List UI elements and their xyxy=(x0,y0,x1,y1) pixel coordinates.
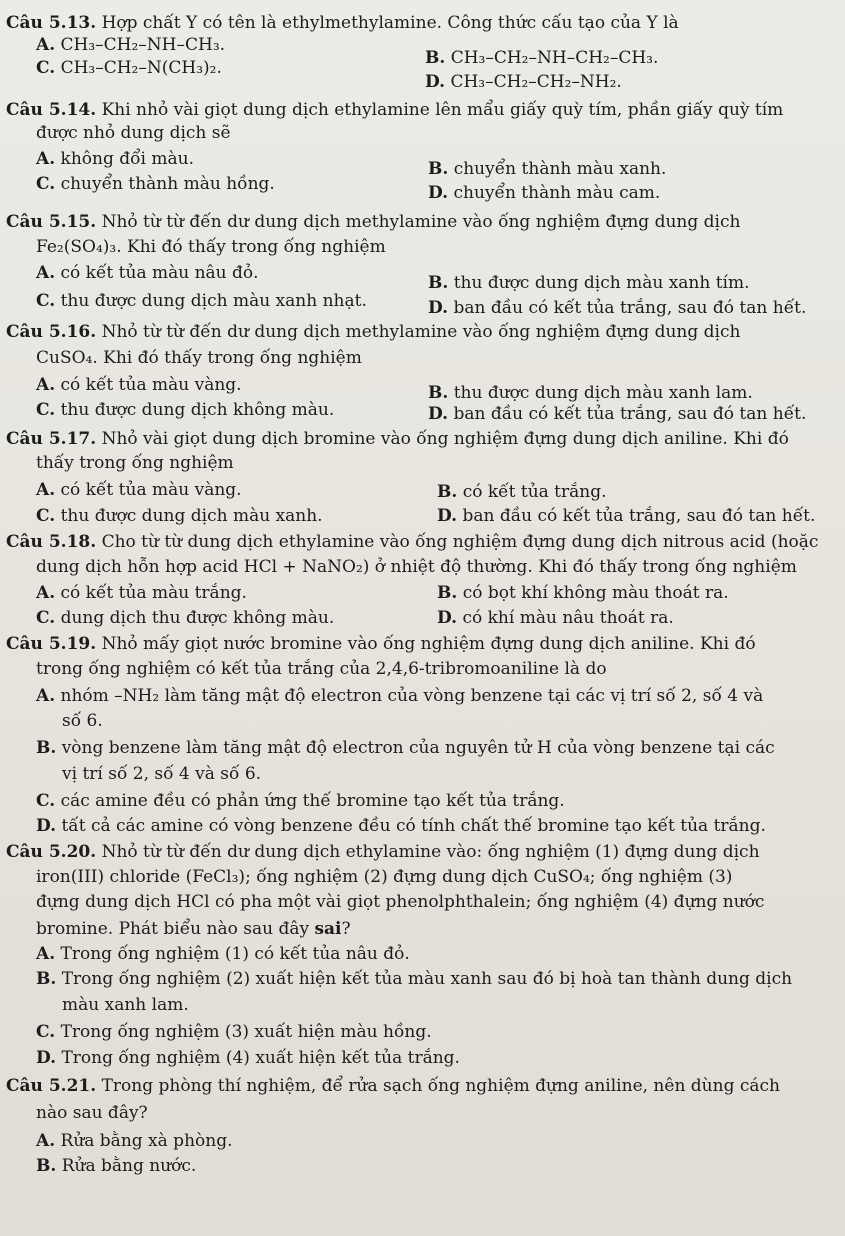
option-d: D. ban đầu có kết tủa trắng, sau đó tan hết. xyxy=(437,506,816,526)
option-a: A. không đổi màu. xyxy=(36,149,194,169)
question-stem: Trong phòng thí nghiệm, để rửa sạch ống nghiệm đựng aniline, nên dùng cách xyxy=(101,1076,780,1096)
question-5-21 xyxy=(6,1075,780,1097)
question-stem-cont: trong ống nghiệm có kết tủa trắng của 2,4,6-tribromoaniline là do xyxy=(36,659,607,679)
option-a xyxy=(36,34,225,56)
question-number: Câu 5.13. xyxy=(6,13,97,33)
question-stem-cont: iron(III) chloride (FeCl₃); ống nghiệm (2) đựng dung dịch CuSO₄; ống nghiệm (3) xyxy=(36,867,733,887)
question-5-19 xyxy=(6,633,756,655)
option-a: A. có kết tủa màu vàng. xyxy=(36,375,242,395)
question-5-15 xyxy=(6,211,740,233)
option-d: D. Trong ống nghiệm (4) xuất hiện kết tủa trắng. xyxy=(36,1048,460,1068)
option-b: B. thu được dung dịch màu xanh tím. xyxy=(428,273,750,293)
option-c xyxy=(36,57,222,79)
option-c: C. Trong ống nghiệm (3) xuất hiện màu hồng. xyxy=(36,1022,432,1042)
question-number: Câu 5.20. xyxy=(6,842,97,862)
question-number: Câu 5.19. xyxy=(6,634,97,654)
option-a: A. có kết tủa màu nâu đỏ. xyxy=(36,263,259,283)
option-c: C. thu được dung dịch không màu. xyxy=(36,400,335,420)
option-b: B. vòng benzene làm tăng mật độ electron của nguyên tử H của vòng benzene tại các xyxy=(36,738,775,758)
question-stem-cont: thấy trong ống nghiệm xyxy=(36,453,234,473)
question-5-18 xyxy=(6,531,818,553)
option-a: A. nhóm –NH₂ làm tăng mật độ electron của vòng benzene tại các vị trí số 2, số 4 và xyxy=(36,686,764,706)
question-stem: Nhỏ từ từ đến dư dung dịch methylamine vào ống nghiệm đựng dung dịch xyxy=(101,322,741,342)
option-label: A. xyxy=(36,35,56,55)
option-a: A. có kết tủa màu trắng. xyxy=(36,583,247,603)
option-text: CH₃–CH₂–NH–CH₃. xyxy=(60,35,226,55)
option-d: D. có khí màu nâu thoát ra. xyxy=(437,608,674,628)
option-c: C. dung dịch thu được không màu. xyxy=(36,608,335,628)
question-stem: Nhỏ vài giọt dung dịch bromine vào ống nghiệm đựng dung dịch aniline. Khi đó xyxy=(101,429,789,449)
question-stem: Hợp chất Y có tên là ethylmethylamine. Công thức cấu tạo của Y là xyxy=(101,13,679,33)
question-stem-cont: đựng dung dịch HCl có pha một vài giọt phenolphthalein; ống nghiệm (4) đựng nước xyxy=(36,892,765,912)
option-c: C. các amine đều có phản ứng thế bromine tạo kết tủa trắng. xyxy=(36,791,565,811)
question-5-17 xyxy=(6,428,789,450)
question-stem: Nhỏ từ từ đến dư dung dịch ethylamine vào: ống nghiệm (1) đựng dung dịch xyxy=(101,842,760,862)
option-label: D. xyxy=(425,72,446,92)
question-stem-cont: CuSO₄. Khi đó thấy trong ống nghiệm xyxy=(36,348,362,368)
option-b: B. có bọt khí không màu thoát ra. xyxy=(437,583,729,603)
question-number: Câu 5.15. xyxy=(6,212,97,232)
question-stem: Nhỏ từ từ đến dư dung dịch methylamine vào ống nghiệm đựng dung dịch xyxy=(101,212,741,232)
option-b: B. thu được dung dịch màu xanh lam. xyxy=(428,383,753,403)
option-d: D. ban đầu có kết tủa trắng, sau đó tan hết. xyxy=(428,298,807,318)
option-text: CH₃–CH₂–N(CH₃)₂. xyxy=(60,58,222,78)
question-number: Câu 5.14. xyxy=(6,100,97,120)
question-number: Câu 5.17. xyxy=(6,429,97,449)
option-b: B. có kết tủa trắng. xyxy=(437,482,607,502)
question-stem: Cho từ từ dung dịch ethylamine vào ống nghiệm đựng dung dịch nitrous acid (hoặc xyxy=(101,532,819,552)
option-text: CH₃–CH₂–NH–CH₂–CH₃. xyxy=(450,48,659,68)
question-stem-cont: Fe₂(SO₄)₃. Khi đó thấy trong ống nghiệm xyxy=(36,237,386,257)
question-number: Câu 5.18. xyxy=(6,532,97,552)
option-c: C. chuyển thành màu hồng. xyxy=(36,174,275,194)
option-c: C. thu được dung dịch màu xanh. xyxy=(36,506,323,526)
option-b-cont: màu xanh lam. xyxy=(62,995,189,1015)
option-b: B. Trong ống nghiệm (2) xuất hiện kết tủa màu xanh sau đó bị hoà tan thành dung dịch xyxy=(36,969,793,989)
option-b xyxy=(425,47,658,69)
question-number: Câu 5.21. xyxy=(6,1076,97,1096)
option-d: D. ban đầu có kết tủa trắng, sau đó tan hết. xyxy=(428,404,807,424)
question-stem-cont: được nhỏ dung dịch sẽ xyxy=(36,123,231,143)
question-5-14 xyxy=(6,99,783,121)
emphasis-word: sai xyxy=(314,919,342,939)
question-5-13 xyxy=(6,12,679,34)
option-b-cont: vị trí số 2, số 4 và số 6. xyxy=(62,764,262,784)
option-d xyxy=(425,71,622,93)
option-d: D. tất cả các amine có vòng benzene đều có tính chất thế bromine tạo kết tủa trắng. xyxy=(36,816,766,836)
question-5-20 xyxy=(6,841,760,863)
option-a-cont: số 6. xyxy=(62,711,103,731)
question-stem: Khi nhỏ vài giọt dung dịch ethylamine lên mẩu giấy quỳ tím, phần giấy quỳ tím xyxy=(101,100,784,120)
option-label: B. xyxy=(425,48,446,68)
option-d: D. chuyển thành màu cam. xyxy=(428,183,661,203)
question-stem-cont: bromine. Phát biểu nào sau đây sai? xyxy=(36,919,351,939)
question-stem: Nhỏ mấy giọt nước bromine vào ống nghiệm đựng dung dịch aniline. Khi đó xyxy=(101,634,756,654)
option-label: C. xyxy=(36,58,56,78)
option-b: B. Rửa bằng nước. xyxy=(36,1156,197,1176)
option-a: A. có kết tủa màu vàng. xyxy=(36,480,242,500)
question-stem-cont: nào sau đây? xyxy=(36,1103,148,1123)
question-5-16 xyxy=(6,321,740,343)
option-b: B. chuyển thành màu xanh. xyxy=(428,159,667,179)
question-number: Câu 5.16. xyxy=(6,322,97,342)
question-stem-cont: dung dịch hỗn hợp acid HCl + NaNO₂) ở nhiệt độ thường. Khi đó thấy trong ống nghiệm xyxy=(36,557,797,577)
option-a: A. Rửa bằng xà phòng. xyxy=(36,1131,233,1151)
option-a: A. Trong ống nghiệm (1) có kết tủa nâu đỏ. xyxy=(36,944,410,964)
option-text: CH₃–CH₂–CH₂–NH₂. xyxy=(450,72,622,92)
option-c: C. thu được dung dịch màu xanh nhạt. xyxy=(36,291,367,311)
